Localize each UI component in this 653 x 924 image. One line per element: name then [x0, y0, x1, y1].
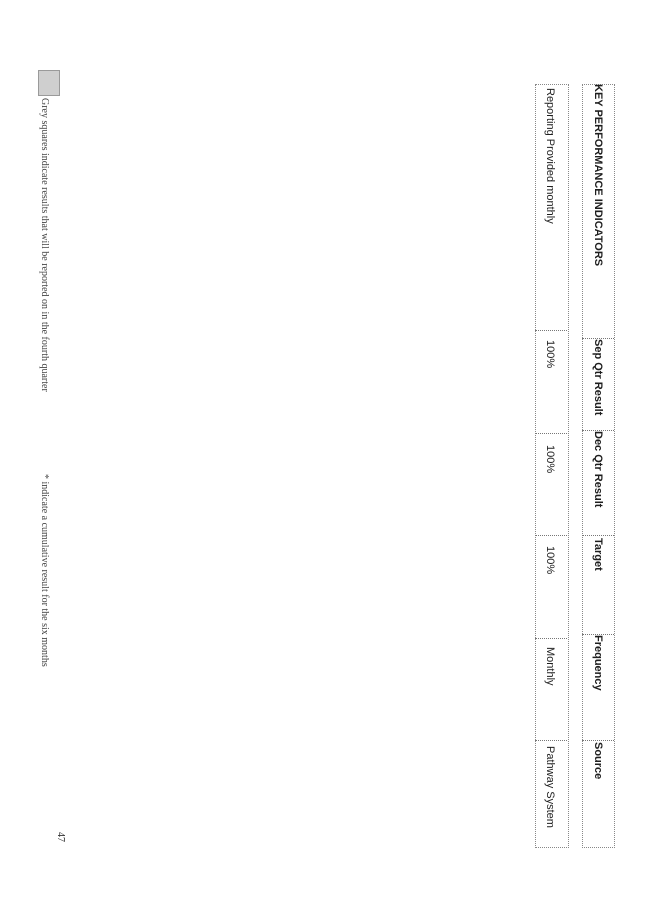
header-target: Target	[592, 538, 604, 571]
cell-kpi: Reporting Provided monthly	[544, 88, 556, 224]
cell-dec-result: 100%	[544, 445, 556, 474]
col-separator	[582, 535, 614, 536]
cell-sep-result: 100%	[544, 340, 556, 369]
col-separator	[535, 740, 567, 741]
cell-source: Pathway System	[544, 746, 556, 828]
header-frequency: Frequency	[592, 635, 604, 691]
header-kpi: KEY PERFORMANCE INDICATORS	[592, 84, 604, 267]
footer-star-note: * indicate a cumulative result for the six months	[39, 474, 50, 667]
col-separator	[582, 740, 614, 741]
col-separator	[535, 535, 567, 536]
cell-frequency: Monthly	[544, 647, 556, 686]
footer-grey-note: Grey squares indicate results that will be reported on in the fourth quarter	[39, 98, 50, 392]
grey-square-legend-icon	[38, 70, 60, 96]
col-separator	[535, 330, 567, 331]
page-number: 47	[55, 832, 66, 842]
cell-target: 100%	[544, 546, 556, 575]
col-separator	[535, 433, 567, 434]
header-dec-qtr: Dec Qtr Result	[592, 431, 604, 508]
header-sep-qtr: Sep Qtr Result	[592, 339, 604, 416]
col-separator	[535, 638, 567, 639]
header-source: Source	[592, 742, 604, 780]
